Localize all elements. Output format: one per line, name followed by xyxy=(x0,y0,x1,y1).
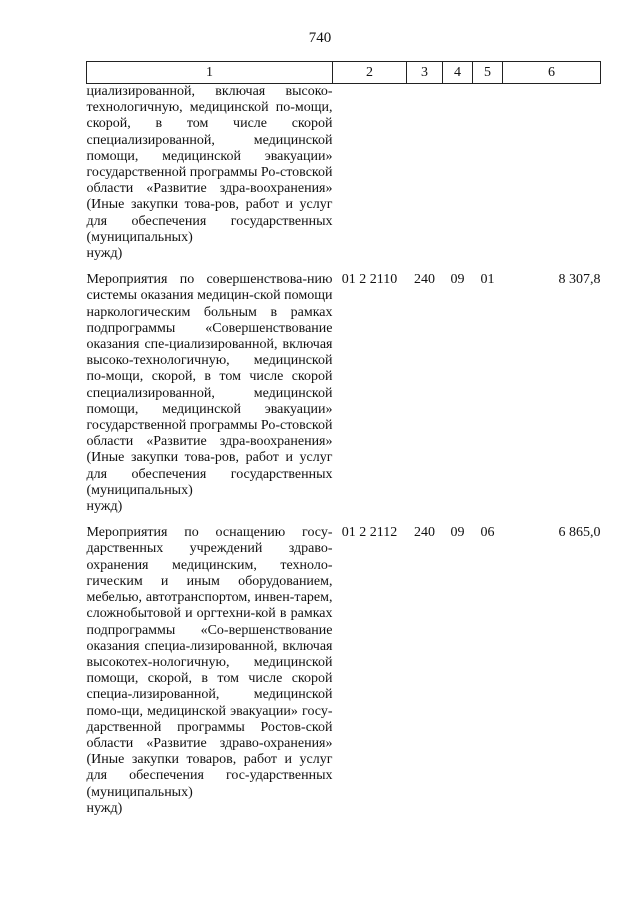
section-cell: 09 xyxy=(450,525,465,541)
table-row xyxy=(87,84,601,273)
page-number: 740 xyxy=(308,30,332,46)
expense-type-cell xyxy=(407,84,443,273)
amount-cell: 8 307,8 xyxy=(558,272,601,288)
description-cell xyxy=(87,525,333,817)
header-cell: 2 xyxy=(333,62,407,84)
description-cell xyxy=(87,84,333,273)
section-cell: 09 xyxy=(450,272,465,288)
table-header-row xyxy=(87,62,601,84)
target-code-cell: 01 2 2112 xyxy=(341,525,398,541)
section-cell xyxy=(443,84,473,273)
description-text: Мероприятия по оснащению госу-дарственных учреждений здраво-охранения медицинским, техноло-гическим и иным оборудованием, мебелью, автотранспортом, инвен-тарем, сложнобытовой и оргтехни-кой в рамках подпрограммы «Со-вершенствование оказания специа-лизированной, включая высокотех-нологичную, медицинской помощи, скорой, в том числе скорой специа-лизированной, медицинской помо-щи, медицинской эвакуации» госу-дарственной программы Ростов-ской области «Развитие здраво-охранения» (Иные закупки товаров, работ и услуг для обеспечения гос-ударственных (муниципальных) xyxy=(86,525,333,800)
subsection-cell: 01 xyxy=(480,272,495,288)
description-last-line: нужд) xyxy=(86,499,123,515)
header-cell: 5 xyxy=(473,62,503,84)
table-row xyxy=(87,272,601,525)
subsection-cell: 06 xyxy=(480,525,495,541)
description-last-line: нужд) xyxy=(86,246,123,262)
subsection-cell xyxy=(473,84,503,273)
amount-cell xyxy=(503,84,601,273)
amount-cell: 6 865,0 xyxy=(558,525,601,541)
expense-type-cell: 240 xyxy=(414,272,435,288)
description-text: Мероприятия по совершенствова-нию системы оказания медицин-ской помощи наркологическим больным в рамках подпрограммы «Совершенствование оказания спе-циализированной, включая высоко-технологичную, медицинской по-мощи, скорой, в том числе скорой специализированной, медицинской помощи, медицинской эвакуации» государственной программы Ро-стовской области «Развитие здра-воохранения» (Иные закупки това-ров, работ и услуг для обеспечения государственных (муниципальных) xyxy=(86,272,333,498)
description-cell xyxy=(87,272,333,525)
header-cell: 4 xyxy=(443,62,473,84)
target-code-cell xyxy=(333,84,407,273)
description-last-line: нужд) xyxy=(86,800,123,816)
expense-type-cell: 240 xyxy=(414,525,435,541)
header-cell: 1 xyxy=(87,62,333,84)
table-row xyxy=(87,525,601,817)
description-text: циализированной, включая высоко-технологичную, медицинской по-мощи, скорой, в том числе скорой специализированной, медицинской помощи, медицинской эвакуации» государственной программы Ро-стовской области «Развитие здра-воохранения» (Иные закупки това-ров, работ и услуг для обеспечения государственных (муниципальных) xyxy=(86,84,333,245)
target-code-cell: 01 2 2110 xyxy=(341,272,398,288)
budget-table xyxy=(86,61,601,817)
header-cell: 6 xyxy=(503,62,601,84)
header-cell: 3 xyxy=(407,62,443,84)
